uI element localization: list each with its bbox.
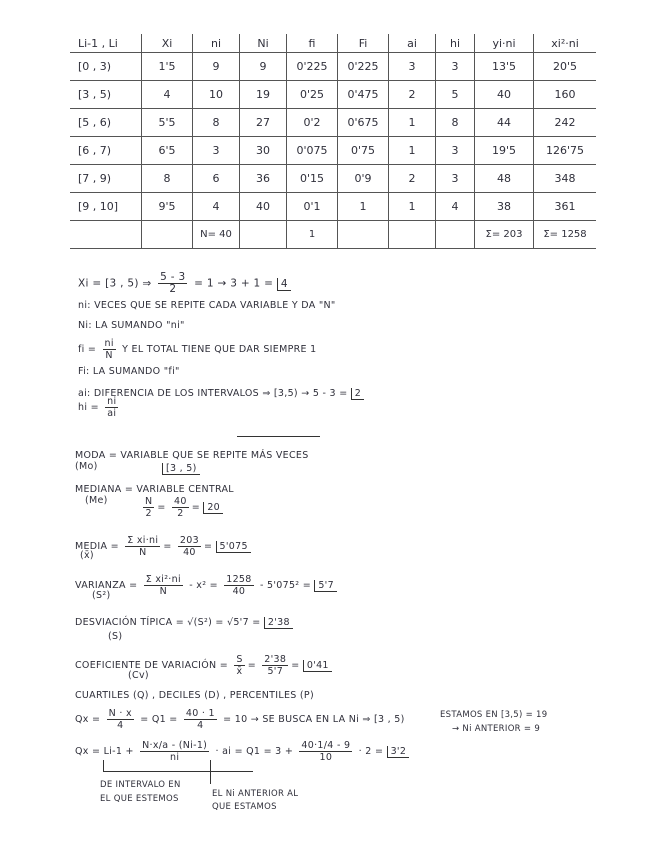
table-cell: 2 xyxy=(389,81,436,109)
moda-label: MODA = VARIABLE QUE SE REPITE MÁS VECES xyxy=(75,450,309,461)
media-symbol: (x̄) xyxy=(80,550,94,561)
mediana-n1: N xyxy=(145,496,153,507)
xi-result: 4 xyxy=(277,278,291,291)
table-cell: 0'075 xyxy=(287,137,338,165)
coeficiente-result: 0'41 xyxy=(303,660,332,672)
column-header: fi xyxy=(287,34,338,53)
table-cell: 0'9 xyxy=(338,165,389,193)
column-header: Fi xyxy=(338,34,389,53)
formula-den: ni xyxy=(170,752,180,763)
table-cell: 3 xyxy=(436,137,475,165)
table-cell: 5'5 xyxy=(142,109,193,137)
hi-num: ni xyxy=(107,396,117,407)
table-cell: 4 xyxy=(436,193,475,221)
ai-result: 2 xyxy=(351,388,364,400)
coeficiente-line: COEFICIENTE DE VARIACIÓN = $\frac{S}{x̄}$ = $\frac{2'38}{5'7}$ = 0'41 xyxy=(75,654,332,677)
hi-label: hi = xyxy=(78,402,99,413)
column-header: Xi xyxy=(142,34,193,53)
table-cell: [3 , 5) xyxy=(70,81,142,109)
media-n2: 203 xyxy=(179,535,199,546)
table-cell: 9 xyxy=(240,53,287,81)
table-cell: 242 xyxy=(534,109,597,137)
mediana-calc: $\frac{N}{2}$ = $\frac{40}{2}$ = 20 xyxy=(140,496,223,519)
xi-label: Xi = [3 , 5) ⇒ xyxy=(78,277,152,290)
varianza-frac2 xyxy=(224,574,253,597)
fi-label: fi = xyxy=(78,344,97,355)
note-left-2: EL QUE ESTEMOS xyxy=(100,794,179,804)
mediana-d1: 2 xyxy=(145,508,152,519)
varianza-num: Σ xi²·ni xyxy=(145,574,181,585)
table-cell: 6 xyxy=(193,165,240,193)
table-cell: [9 , 10] xyxy=(70,193,142,221)
varianza-symbol: (S²) xyxy=(92,590,111,601)
table-cell: 6'5 xyxy=(142,137,193,165)
formula-frac xyxy=(140,740,209,763)
hi-fraction xyxy=(105,396,118,419)
table-cell: [6 , 7) xyxy=(70,137,142,165)
totals-row xyxy=(70,221,596,249)
varianza-mid2: - 5'075² = xyxy=(259,580,311,591)
coef-n2: 2'38 xyxy=(264,654,287,665)
table-body xyxy=(70,53,596,249)
hi-den: ai xyxy=(107,408,117,419)
table-cell: 160 xyxy=(534,81,597,109)
note-right-1: EL Ni ANTERIOR AL xyxy=(212,789,299,799)
totals-cell: N= 40 xyxy=(193,221,240,249)
table-cell: 1 xyxy=(389,193,436,221)
media-d2: 40 xyxy=(183,547,196,558)
totals-cell xyxy=(338,221,389,249)
formula-label: Qx = Li-1 + xyxy=(75,746,134,757)
varianza-label: VARIANZA = xyxy=(75,580,138,591)
Ni-note: Ni: LA SUMANDO "ni" xyxy=(78,320,185,331)
column-header: Li-1 , Li xyxy=(70,34,142,53)
table-cell: 0'225 xyxy=(338,53,389,81)
xi-example xyxy=(78,272,291,295)
varianza-d2: 40 xyxy=(232,586,246,597)
varianza-n2: 1258 xyxy=(226,574,252,585)
table-cell: 348 xyxy=(534,165,597,193)
column-header: ai xyxy=(389,34,436,53)
table-cell: 10 xyxy=(193,81,240,109)
varianza-result: 5'7 xyxy=(314,580,337,592)
moda-symbol: (Mo) xyxy=(75,461,98,472)
media-frac1 xyxy=(125,535,160,558)
fi-text: Y EL TOTAL TIENE QUE DAR SIEMPRE 1 xyxy=(122,344,317,355)
table-cell: 8 xyxy=(142,165,193,193)
table-cell: 19'5 xyxy=(475,137,534,165)
media-num: Σ xi·ni xyxy=(127,535,159,546)
table-cell: 9 xyxy=(193,53,240,81)
table-cell: 36 xyxy=(240,165,287,193)
column-header: xi²·ni xyxy=(534,34,597,53)
column-header: ni xyxy=(193,34,240,53)
desviacion-line xyxy=(75,617,293,628)
totals-cell: Σ= 1258 xyxy=(534,221,597,249)
table-cell: 1'5 xyxy=(142,53,193,81)
media-result: 5'075 xyxy=(216,541,251,553)
q1-side-note-2: → Ni ANTERIOR = 9 xyxy=(452,724,541,734)
fi-note xyxy=(78,338,316,361)
qx-frac xyxy=(107,708,134,731)
media-label: MEDIA = xyxy=(75,541,119,552)
ni-note: ni: VECES QUE SE REPITE CADA VARIABLE Y DA "N" xyxy=(78,300,336,311)
table-cell: 20'5 xyxy=(534,53,597,81)
table-cell: 0'225 xyxy=(287,53,338,81)
table-cell: 44 xyxy=(475,109,534,137)
table-cell: 126'75 xyxy=(534,137,597,165)
totals-cell: Σ= 203 xyxy=(475,221,534,249)
table-row xyxy=(70,165,596,193)
table-row xyxy=(70,81,596,109)
varianza-line xyxy=(75,574,337,597)
table-cell: 0'2 xyxy=(287,109,338,137)
table-row xyxy=(70,137,596,165)
table-cell: 0'675 xyxy=(338,109,389,137)
qx-den: 4 xyxy=(117,720,124,731)
xi-rest: = 1 → 3 + 1 = xyxy=(194,277,274,290)
table-cell: 0'75 xyxy=(338,137,389,165)
coef-frac1 xyxy=(234,654,244,677)
table-header-row xyxy=(70,34,596,53)
coef-d1: x̄ xyxy=(236,666,243,677)
table-cell: [7 , 9) xyxy=(70,165,142,193)
table-cell: 38 xyxy=(475,193,534,221)
formula-q1: = Q1 = 3 + xyxy=(234,746,294,757)
q1-label: = Q1 = xyxy=(140,714,178,725)
moda-result-value: [3 , 5) xyxy=(162,463,200,475)
totals-cell xyxy=(389,221,436,249)
fi-den: N xyxy=(105,350,113,361)
table-cell: [5 , 6) xyxy=(70,109,142,137)
mediana-label: MEDIANA = VARIABLE CENTRAL xyxy=(75,484,234,495)
xi-num: 5 - 3 xyxy=(160,271,186,283)
coeficiente-label: COEFICIENTE DE VARIACIÓN = xyxy=(75,660,229,671)
q1-side-note: ESTAMOS EN [3,5) = 19 xyxy=(440,710,548,720)
formula-ai: · ai xyxy=(215,746,232,757)
formula-result: 3'2 xyxy=(387,746,410,758)
table-row xyxy=(70,53,596,81)
q1-rest: = 10 → SE BUSCA EN LA Ni ⇒ [3 , 5) xyxy=(223,714,405,725)
column-header: yi·ni xyxy=(475,34,534,53)
xi-fraction xyxy=(158,272,187,295)
table-cell: 3 xyxy=(436,53,475,81)
table-cell: 3 xyxy=(193,137,240,165)
moda-line xyxy=(75,450,309,461)
bracket-mid xyxy=(210,760,211,784)
qx-label: Qx = xyxy=(75,714,101,725)
table-cell: 3 xyxy=(436,165,475,193)
table-cell: 1 xyxy=(338,193,389,221)
mediana-symbol: (Me) xyxy=(85,495,108,506)
fi-fraction xyxy=(103,338,116,361)
table-row xyxy=(70,109,596,137)
table-cell: 4 xyxy=(142,81,193,109)
desviacion-symbol: (S) xyxy=(108,631,123,642)
moda-result xyxy=(162,463,200,474)
table-cell: 0'475 xyxy=(338,81,389,109)
coef-d2: 5'7 xyxy=(267,666,284,677)
totals-cell xyxy=(240,221,287,249)
ai-text: ai: DIFERENCIA DE LOS INTERVALOS ⇒ [3,5) → 5 - 3 = xyxy=(78,388,348,399)
column-header: Ni xyxy=(240,34,287,53)
table-cell: 19 xyxy=(240,81,287,109)
table-cell: 27 xyxy=(240,109,287,137)
table-cell: 30 xyxy=(240,137,287,165)
formula-frac2 xyxy=(299,740,352,763)
table-cell: 5 xyxy=(436,81,475,109)
media-den: N xyxy=(139,547,147,558)
table-cell: 13'5 xyxy=(475,53,534,81)
table-cell: 1 xyxy=(389,109,436,137)
table-cell: 48 xyxy=(475,165,534,193)
table-cell: 4 xyxy=(193,193,240,221)
table-cell: 3 xyxy=(389,53,436,81)
media-frac2 xyxy=(178,535,201,558)
fi-num: ni xyxy=(104,338,114,349)
note-left-1: DE INTERVALO EN xyxy=(100,780,181,790)
totals-cell xyxy=(70,221,142,249)
mediana-frac2 xyxy=(172,496,189,519)
column-header: hi xyxy=(436,34,475,53)
mediana-frac1 xyxy=(143,496,154,519)
Fi-note: Fi: LA SUMANDO "fi" xyxy=(78,366,180,377)
bracket-line xyxy=(103,771,253,772)
table-cell: 0'25 xyxy=(287,81,338,109)
frequency-table xyxy=(70,34,596,249)
q1-frac xyxy=(184,708,217,731)
qx-line xyxy=(75,708,405,731)
coef-frac2 xyxy=(262,654,288,677)
varianza-den: N xyxy=(159,586,168,597)
note-right-2: QUE ESTAMOS xyxy=(212,802,277,812)
table-cell: 361 xyxy=(534,193,597,221)
table-cell: 0'15 xyxy=(287,165,338,193)
table-cell: [0 , 3) xyxy=(70,53,142,81)
table-cell: 1 xyxy=(389,137,436,165)
totals-cell: 1 xyxy=(287,221,338,249)
desviacion-result: 2'38 xyxy=(264,617,293,629)
table-cell: 8 xyxy=(436,109,475,137)
table-cell: 0'1 xyxy=(287,193,338,221)
q1-den: 4 xyxy=(197,720,204,731)
mediana-result: 20 xyxy=(203,502,223,514)
quantiles-title: CUARTILES (Q) , DECILES (D) , PERCENTILES (P) xyxy=(75,690,314,701)
formula-d: 10 xyxy=(319,752,333,763)
mediana-n2: 40 xyxy=(174,496,187,507)
quartile-formula xyxy=(75,740,409,763)
formula-mul: · 2 = xyxy=(358,746,384,757)
coeficiente-symbol: (Cv) xyxy=(128,670,149,681)
coef-n1: S xyxy=(236,654,243,665)
totals-cell xyxy=(436,221,475,249)
table-cell: 2 xyxy=(389,165,436,193)
formula-n: 40·1/4 - 9 xyxy=(301,740,351,751)
table-row xyxy=(70,193,596,221)
section-divider xyxy=(237,436,320,437)
desviacion-label: DESVIACIÓN TÍPICA = √(S²) = √5'7 = xyxy=(75,617,261,628)
q1-num: 40 · 1 xyxy=(185,708,215,719)
table-cell: 9'5 xyxy=(142,193,193,221)
varianza-mid: - x² = xyxy=(189,580,218,591)
qx-num: N · x xyxy=(108,708,132,719)
table-cell: 40 xyxy=(475,81,534,109)
formula-num: N·x/a - (Ni-1) xyxy=(142,740,208,751)
media-line: MEDIA = $\frac{\text{Σ xi·ni}}{N}$ = $\frac{203}{40}$ = 5'075 xyxy=(75,535,251,558)
varianza-frac1 xyxy=(144,574,183,597)
totals-cell xyxy=(142,221,193,249)
mediana-d2: 2 xyxy=(177,508,184,519)
hi-note xyxy=(78,396,121,419)
xi-den: 2 xyxy=(169,283,177,295)
table-cell: 8 xyxy=(193,109,240,137)
table-cell: 40 xyxy=(240,193,287,221)
